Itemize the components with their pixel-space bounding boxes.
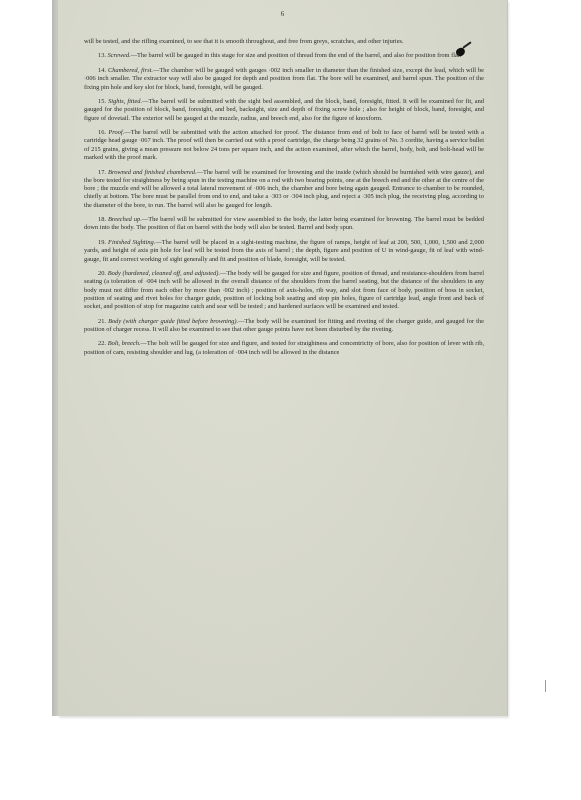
paragraph-heading: Bolt, breech. bbox=[107, 340, 141, 348]
paragraph-text: —The barrel will be examined for browning and the inside (which should be burnished with wire gauze), and the bore tested for straightness by being spun in the testing machine on a rod with two bearing points, one at the breech end and the other at the centre of the bore ; the muzzle end will be allowed a total lateral movement of ·006 inch, the chamber and bore being again gauged. Entrance to chamber to be rounded, chiefly at bottom. The bore must be parallel from end to end, and take a ·303 or ·304 inch plug, and reject a ·305 inch plug, the receiving plug, according to the diameter of the bore, to run. The barrel will also be gauged for length. bbox=[84, 168, 484, 209]
paragraph bbox=[84, 38, 484, 46]
paragraph-text: —The bolt will be gauged for size and figure, and tested for straightness and concentricity of bore, also for position of lever with rib, position of cam, resisting shoulder and lug, (a toleration of ·004 inch will be allowed in the distance bbox=[84, 340, 484, 356]
paragraph-heading: Chambered, first. bbox=[107, 66, 153, 74]
paragraph-heading: Breeched up. bbox=[107, 216, 142, 224]
paragraph-heading: Sights, fitted. bbox=[108, 98, 143, 106]
paragraph bbox=[84, 129, 484, 162]
document-page bbox=[58, 0, 508, 716]
paragraph-number: 16. bbox=[98, 129, 106, 137]
paragraph bbox=[84, 318, 484, 335]
paragraph-number: 17. bbox=[98, 168, 106, 176]
paragraph-number: 13. bbox=[98, 52, 106, 60]
paragraph-heading: Body (hardened, cleaned off, and adjusted). bbox=[107, 270, 221, 278]
paragraph-heading: Proof. bbox=[108, 129, 125, 137]
paragraph-text: —The barrel will be submitted with the action attached for proof. The distance from end of bolt to face of barrel will be tested with a cartridge head gauge ·067 inch. The proof will then be carried out with a proof cartridge, the charge being 32 grains of No. 3 cordite, having a service bullet of 215 grains, giving a mean pressure not below 24 tons per square inch, and the action examined, after which the barrel, body, bolt, and bolt-head will be marked with the proof mark. bbox=[84, 129, 484, 162]
paragraph-heading: Browned and finished chambered. bbox=[108, 168, 197, 176]
paragraph-number: 21. bbox=[98, 317, 106, 325]
paragraph-number: 19. bbox=[98, 238, 106, 246]
page-number: 6 bbox=[280, 10, 285, 18]
paragraph-heading: Finished Sighting. bbox=[108, 238, 156, 246]
paragraph bbox=[84, 340, 484, 357]
paragraph-text: —The body will be examined for fitting and riveting of the charger guide, and gauged for the position of charger recess. It will also be examined to see that other gauge points have not been disturbed by the riveting. bbox=[84, 317, 484, 333]
paragraph bbox=[84, 216, 484, 233]
paragraph-text: —The barrel will be gauged in this stage for size and position of thread from the end of the barrel, and also for position from flat. bbox=[130, 52, 462, 60]
paragraph-heading: Screwed. bbox=[107, 52, 131, 60]
paragraph-number: 15. bbox=[98, 98, 106, 106]
paragraph bbox=[84, 169, 484, 210]
paragraph-text: —The body will be gauged for size and figure, position of thread, and resistance-shoulders from barrel seating (a toleration of ·004 inch will be allowed in the overall distance of the shoulders from the barrel seating, but the distance of the shoulders in any body must not differ from each other by more than ·002 inch) ; position of axis-holes, rib way, and slot from face of body, position of boss in socket, position of seating and rivet holes for charger guide, position of locking bolt seating and stop pin holes, figure of cartridge lead, angle front and back of socket, and position of stop for magazine catch and sear will be tested ; and hardened surfaces will be examined and tested. bbox=[84, 270, 484, 311]
paragraph bbox=[84, 270, 484, 311]
page-body bbox=[84, 38, 484, 363]
paragraph-number: 22. bbox=[98, 340, 106, 348]
scan-mark bbox=[545, 680, 546, 692]
paragraph-number: 14. bbox=[98, 66, 106, 74]
paragraph-text: —The barrel will be submitted for view assembled to the body, the latter being examined for browning. The barrel must be bedded down into the body. The position of flat on barrel with the body will also be tested. Barrel and body spun. bbox=[84, 216, 484, 232]
paragraph bbox=[84, 52, 484, 60]
paragraph-text: will be tested, and the rifling examined, to see that it is smooth throughout, and free from greys, scratches, and other injuries. bbox=[84, 38, 404, 45]
paragraph-text: —The chamber will be gauged with gauges ·002 inch smaller in diameter than the finished size, except the lead, which will be ·006 inch smaller. The extractor way will also be gauged for depth and position from flat. The bore will be examined, and barrel spun. The position of the fixing pin hole and key slot for block, band, foresight, will be gauged. bbox=[84, 66, 484, 91]
paragraph-number: 20. bbox=[98, 270, 106, 278]
paragraph-heading: Body (with charger guide fitted before browning). bbox=[108, 317, 239, 325]
paragraph bbox=[84, 67, 484, 92]
paragraph-text: —The barrel will be submitted with the sight bed assembled, and the block, band, foresight, fitted. It will be examined for fit, and gauged for the position of block, band, foresight, and bed, backsight, size and depth of fixing screw hole ; also for height of block, band, foresight, and figure of dovetail. The exterior will be gauged at the muzzle, radius, and breech end, also for the figure of knoxform. bbox=[84, 98, 484, 122]
paragraph bbox=[84, 239, 484, 264]
paragraph-text: —The barrel will be placed in a sight-testing machine, the figure of ramps, height of leaf at 200, 500, 1,000, 1,500 and 2,000 yards, and height of axis pin hole for leaf will be tested from the axis of barrel ; the depth, figure and position of U in wind-gauge, fit of leaf with wind-gauge, fit and correct working of sight generally and fit and position of blade, foresight, will be tested. bbox=[84, 238, 484, 263]
paragraph-number: 18. bbox=[98, 216, 106, 224]
paragraph bbox=[84, 98, 484, 123]
